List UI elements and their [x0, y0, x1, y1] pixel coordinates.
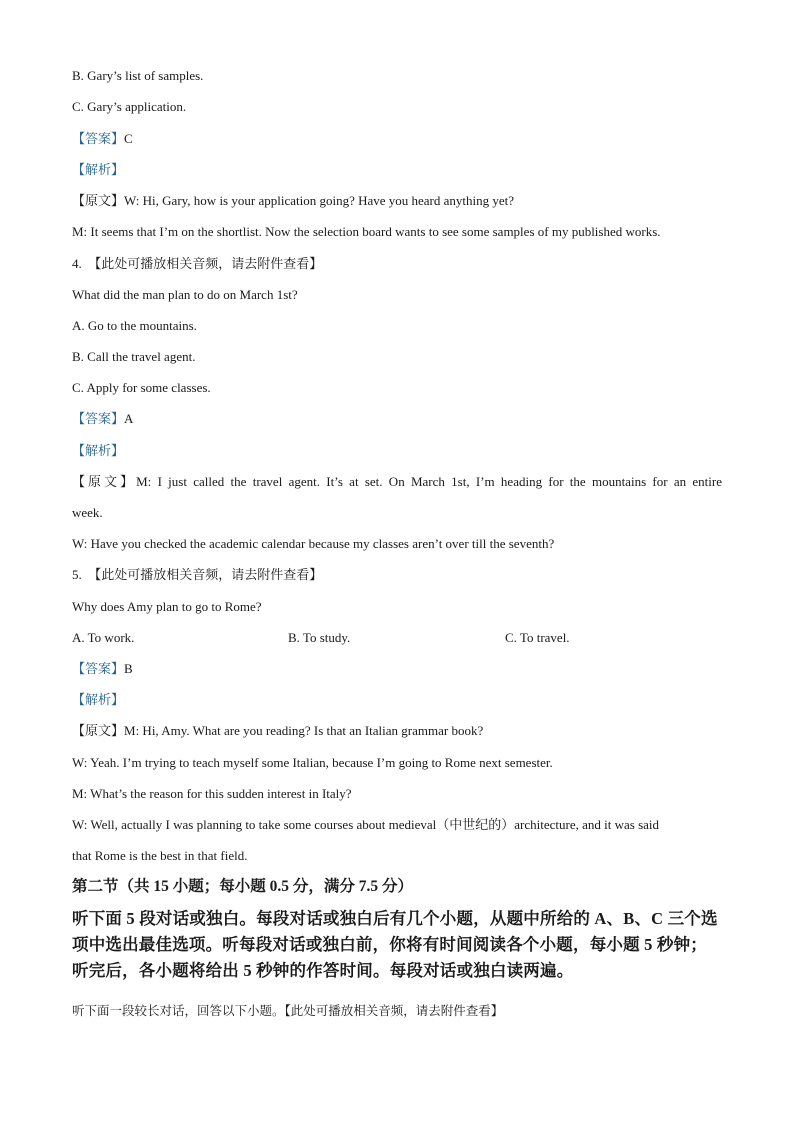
q5-header: 5. 【此处可播放相关音频，请去附件查看】: [72, 567, 323, 582]
answer-value: A: [124, 411, 134, 426]
answer-value: B: [124, 661, 133, 676]
q5-original-line2: W: Yeah. I’m trying to teach myself some Italian, because I’m going to Rome next semester.: [72, 755, 553, 770]
q3-answer: [72, 131, 133, 147]
answer-tag: 【答案】: [72, 131, 125, 146]
q3-option-c: C. Gary’s application.: [72, 99, 187, 114]
q4-original-line1-cont: week.: [72, 505, 103, 520]
q3-analysis-tag: 【解析】: [72, 162, 125, 177]
q5-original-line4-cont: that Rome is the best in that field.: [72, 848, 248, 863]
q4-header: 4. 【此处可播放相关音频，请去附件查看】: [72, 256, 323, 271]
original-tag: 【原文】: [72, 193, 125, 208]
original-text: M: I just called the travel agent. It’s at set. On March 1st, I’m heading for the mountains for an entire: [136, 474, 722, 489]
original-tag: 【原文】: [72, 474, 137, 489]
q5-original-line1: [72, 723, 483, 739]
q5-question: Why does Amy plan to go to Rome?: [72, 599, 262, 614]
q5-original-line3: M: What’s the reason for this sudden interest in Italy?: [72, 786, 352, 801]
answer-tag: 【答案】: [72, 661, 125, 676]
original-tag: 【原文】: [72, 723, 125, 738]
q4-option-b: B. Call the travel agent.: [72, 349, 196, 364]
q4-question: What did the man plan to do on March 1st?: [72, 287, 298, 302]
q5-analysis-tag: 【解析】: [72, 692, 125, 707]
q4-analysis-tag: 【解析】: [72, 443, 125, 458]
section2-sub-instruction: 听下面一段较长对话，回答以下小题。【此处可播放相关音频，请去附件查看】: [72, 1004, 504, 1018]
q4-option-c: C. Apply for some classes.: [72, 380, 211, 395]
q5-option-c: C. To travel.: [505, 630, 570, 645]
q5-answer: [72, 661, 133, 677]
original-text: W: Hi, Gary, how is your application going? Have you heard anything yet?: [124, 193, 515, 208]
q3-original-line2: M: It seems that I’m on the shortlist. Now the selection board wants to see some samples of my published works.: [72, 224, 661, 239]
q4-original-line2: W: Have you checked the academic calendar because my classes aren’t over till the seventh?: [72, 536, 555, 551]
q4-option-a: A. Go to the mountains.: [72, 318, 197, 333]
answer-tag: 【答案】: [72, 411, 125, 426]
q4-original-line1: [72, 474, 722, 490]
q5-option-b: B. To study.: [288, 630, 351, 645]
original-text: M: Hi, Amy. What are you reading? Is that an Italian grammar book?: [124, 723, 484, 738]
answer-value: C: [124, 131, 133, 146]
q4-answer: [72, 411, 133, 427]
q3-original-line1: [72, 193, 514, 209]
section2-title: 第二节（共 15 小题；每小题 0.5 分，满分 7.5 分）: [72, 878, 414, 895]
section2-instructions: 听下面 5 段对话或独白。每段对话或独白后有几个小题，从题中所给的 A、B、C 三个选项中选出最佳选项。听每段对话或独白前，你将有时间阅读各个小题，每小题 5 秒钟；听完后，各小题将给出 5 秒钟的作答时间。每段对话或独白读两遍。: [72, 909, 718, 980]
q3-option-b: B. Gary’s list of samples.: [72, 68, 204, 83]
q5-original-line4: W: Well, actually I was planning to take some courses about medieval（中世纪的）architecture, and it was said: [72, 817, 660, 832]
q5-option-a: A. To work.: [72, 630, 135, 645]
